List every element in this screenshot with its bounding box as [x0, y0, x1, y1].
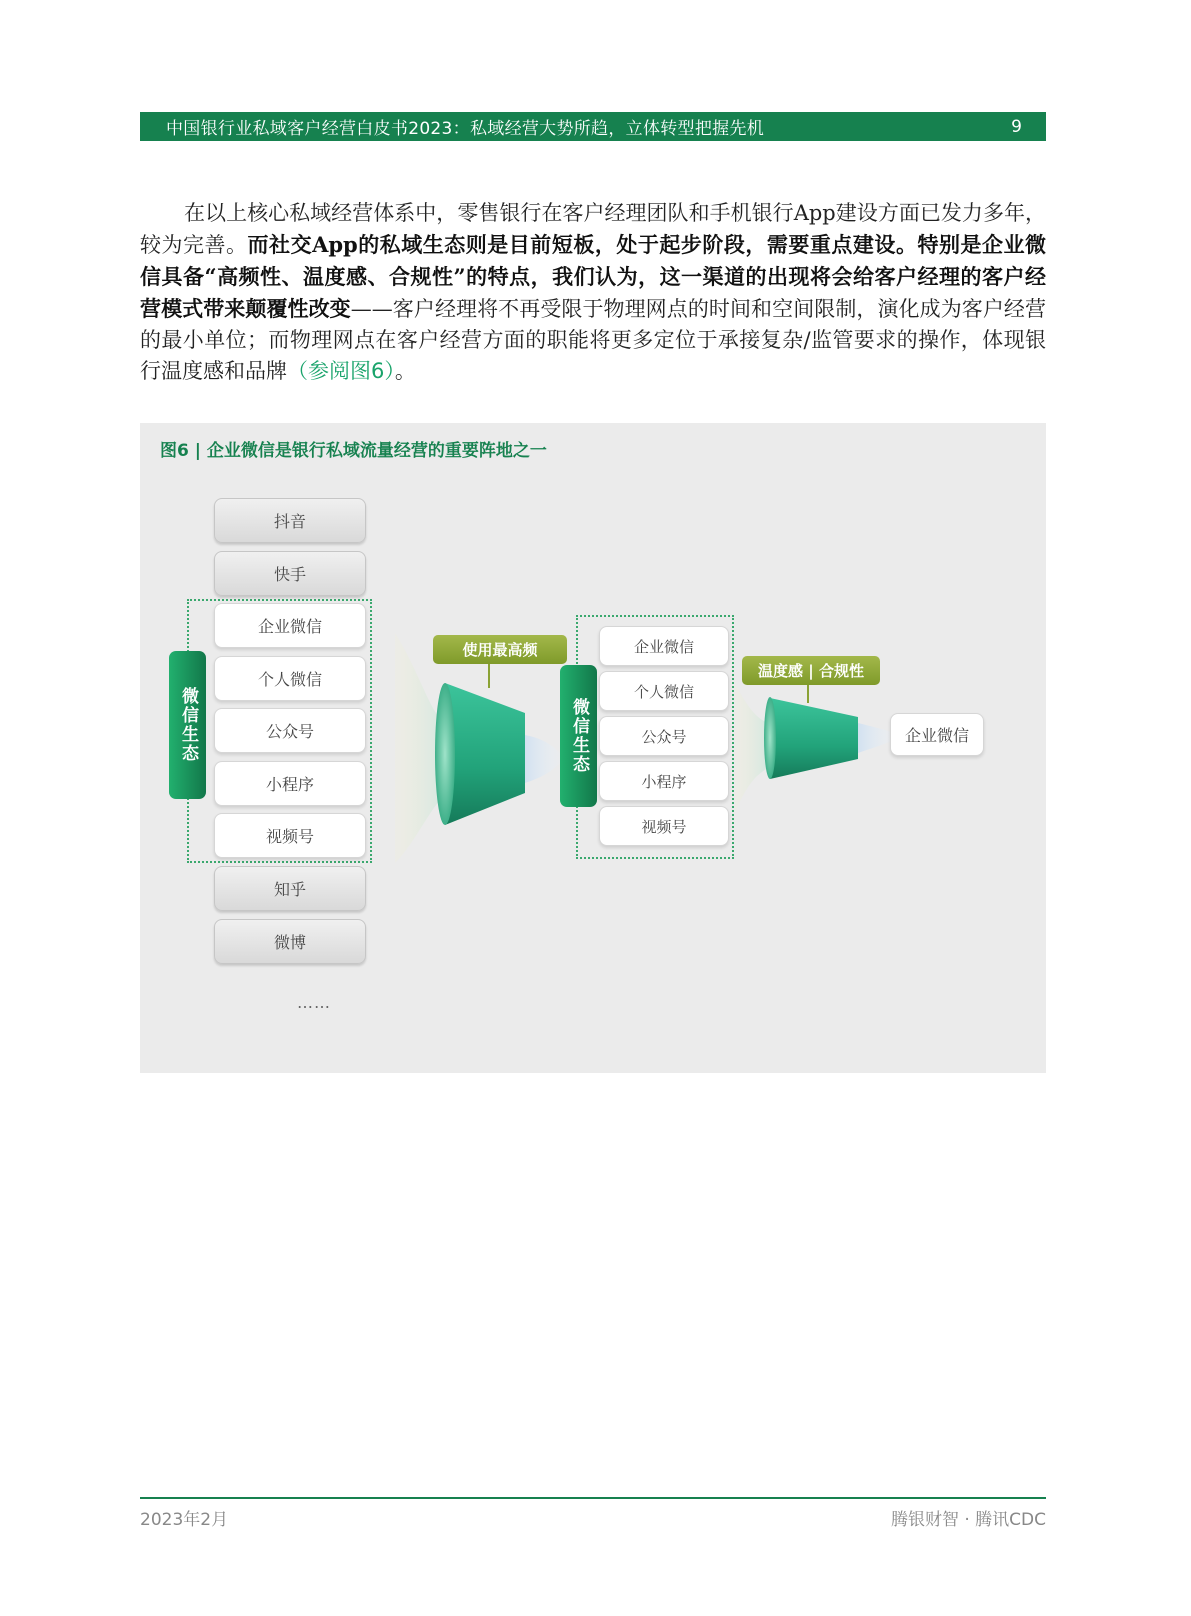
channel-label: 微博: [273, 933, 306, 952]
document-title: 中国银行业私域客户经营白皮书2023：私域经营大势所趋，立体转型把握先机: [166, 119, 765, 139]
middle-channel-mini-program: [599, 761, 729, 801]
channel-label: 公众号: [265, 722, 314, 741]
figure-6: [140, 423, 1046, 1073]
middle-channel-video-account: [599, 806, 729, 846]
channel-personal-wechat: [214, 656, 366, 701]
outflow-stream-2: [858, 723, 892, 753]
channel-kuaishou: [214, 551, 366, 596]
warmth-compliance-tag: 温度感 | 合规性: [742, 656, 880, 685]
figure-title: 图6 | 企业微信是银行私域流量经营的重要阵地之一: [160, 441, 547, 461]
channel-zhihu: [214, 866, 366, 911]
channel-label: 视频号: [641, 817, 687, 836]
channel-wecom: [214, 603, 366, 648]
channel-label: 知乎: [273, 880, 306, 899]
channel-label: 公众号: [641, 727, 687, 746]
middle-channel-official-account: [599, 716, 729, 756]
channel-weibo: [214, 919, 366, 964]
channel-video-account: [214, 813, 366, 858]
header-bar: [140, 112, 1046, 141]
channel-official-account: [214, 708, 366, 753]
channel-douyin: [214, 498, 366, 543]
result-label: 企业微信: [904, 726, 969, 745]
funnel-icon: [445, 683, 525, 825]
middle-channel-wecom: [599, 626, 729, 666]
most-frequent-tag: 使用最高频: [433, 635, 567, 664]
tag-connector: [488, 664, 490, 688]
channel-mini-program: [214, 761, 366, 806]
footer-publisher: 腾银财智 · 腾讯CDC: [890, 1510, 1046, 1530]
wechat-ecosystem-label: 微信生态: [169, 651, 206, 799]
channel-label: 视频号: [265, 827, 314, 846]
funnel-mouth: [435, 683, 455, 825]
more-channels-ellipsis: ……: [297, 993, 331, 1012]
tag-connector-2: [807, 685, 809, 703]
funnel-mouth-2: [764, 697, 776, 779]
funnel-icon-2: [770, 698, 858, 779]
channel-label: 个人微信: [257, 670, 322, 689]
paragraph-text-continued: ——客户经理将不再受限于物理网点的时间和空间限制，演化成为客户经营的最小单位；而物理网点在客户经营方面的职能将更多定位于承接复杂/监管要求的操作，体现银行温度感和品牌: [140, 297, 1046, 383]
channel-label: 快手: [273, 565, 306, 584]
inflow-stream-2: [735, 683, 768, 813]
body-paragraph: [140, 198, 1046, 387]
paragraph-text: 在以上核心私域经营体系中，零售银行在客户经理团队和手机银行App建设方面已发力多年，较为完善。: [140, 201, 1046, 257]
result-wecom: [890, 713, 984, 756]
outflow-stream: [525, 735, 560, 783]
channel-label: 小程序: [265, 775, 314, 794]
figure-reference-link[interactable]: （参阅图6）: [287, 359, 395, 383]
footer-divider: [140, 1497, 1046, 1499]
channel-label: 企业微信: [633, 637, 694, 656]
channel-label: 抖音: [273, 512, 306, 531]
channel-label: 小程序: [641, 772, 687, 791]
channel-label: 企业微信: [257, 617, 322, 636]
channel-label: 个人微信: [633, 682, 694, 701]
wechat-ecosystem-label-2: 微信生态: [560, 665, 597, 807]
middle-channel-personal-wechat: [599, 671, 729, 711]
footer-date: 2023年2月: [140, 1510, 229, 1530]
page-number: 9: [1011, 116, 1022, 137]
paragraph-bold-text: 而社交App的私域生态则是目前短板，处于起步阶段，需要重点建设。特别是企业微信具备“高频性、温度感、合规性”的特点，我们认为，这一渠道的出现将会给客户经理的客户经营模式带来颠覆性改变: [140, 232, 1046, 321]
paragraph-end: 。: [394, 359, 416, 383]
